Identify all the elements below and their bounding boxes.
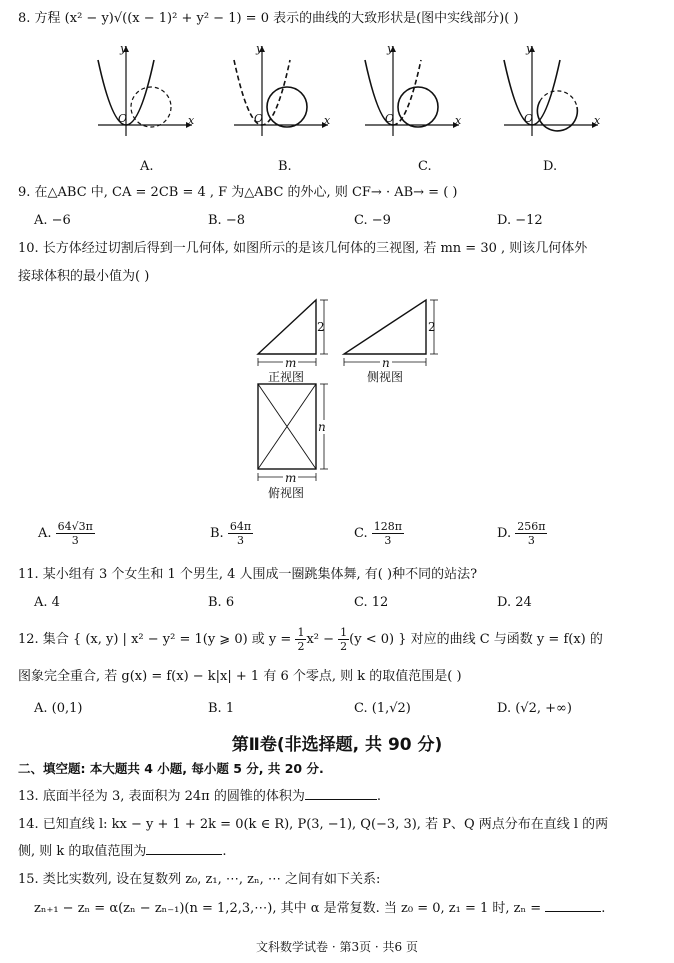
q8-axis-y-d: y bbox=[526, 42, 533, 55]
q10-stem-line2: 接球体积的最小值为( ) bbox=[18, 269, 150, 284]
q10-three-view-figure bbox=[250, 292, 450, 506]
page-footer: 文科数学试卷 · 第3页 · 共6 页 bbox=[256, 940, 418, 954]
q10-option-b: B. $\frac{64\pi}{3}$ bbox=[210, 520, 252, 547]
q10-side-n-label: n bbox=[382, 356, 390, 370]
q10-option-a: A. $\frac{64√3\pi}{3}$ bbox=[38, 520, 93, 547]
q8-graph-b bbox=[224, 40, 334, 144]
q8-graph-a bbox=[88, 40, 198, 144]
q10-side-height-label: 2 bbox=[428, 320, 436, 334]
q10-front-view-caption: 正视图 bbox=[268, 370, 305, 384]
q12-option-a: A. (0,1) bbox=[34, 701, 83, 716]
q8-option-d: D. bbox=[543, 159, 558, 174]
q8-axis-x-b: x bbox=[324, 114, 331, 127]
q14-line1: 14. 已知直线 l: kx − y + 1 + 2k = 0(k ∈ R), P(3, −1), Q(−3, 3), 若 P、Q 两点分布在直线 l 的两 bbox=[18, 817, 609, 832]
q9-option-d: D. −12 bbox=[497, 213, 543, 228]
q10-option-d: D. $\frac{256\pi}{3}$ bbox=[497, 520, 546, 547]
q8-origin-c: O bbox=[385, 112, 395, 125]
q8-option-b: B. bbox=[278, 159, 292, 174]
q12-stem-line2: 图象完全重合, 若 g(x) = f(x) − k|x| + 1 有 6 个零点, 则 k 的取值范围是( ) bbox=[18, 669, 462, 684]
q15-line2: zₙ₊₁ − zₙ = α(zₙ − zₙ₋₁)(n = 1,2,3,⋯), 其中 α 是常复数. 当 z₀ = 0, z₁ = 1 时, zₙ = . bbox=[34, 901, 606, 916]
q8-axis-x-d: x bbox=[594, 114, 601, 127]
q13-answer-blank[interactable] bbox=[305, 799, 377, 800]
q9-option-b: B. −8 bbox=[208, 213, 245, 228]
q14-line2: 侧, 则 k 的取值范围为 . bbox=[18, 844, 227, 859]
q8-origin-b: O bbox=[254, 112, 264, 125]
q12-option-b: B. 1 bbox=[208, 701, 235, 716]
q8-stem: 8. 方程 (x² − y)√((x − 1)² + y² − 1) = 0 表示的曲线的大致形状是(图中实线部分)( ) bbox=[18, 11, 519, 26]
q11-option-d: D. 24 bbox=[497, 595, 532, 610]
q13-stem: 13. 底面半径为 3, 表面积为 24π 的圆锥的体积为 . bbox=[18, 789, 381, 804]
q10-top-m-label: m bbox=[285, 471, 297, 485]
q8-origin-d: O bbox=[524, 112, 534, 125]
q10-option-c: C. $\frac{128\pi}{3}$ bbox=[354, 520, 402, 547]
q11-stem: 11. 某小组有 3 个女生和 1 个男生, 4 人围成一圈跳集体舞, 有( )种不同的站法? bbox=[18, 567, 478, 582]
q8-graph-c bbox=[355, 40, 465, 144]
q8-axis-y-a: y bbox=[120, 42, 127, 55]
q11-option-b: B. 6 bbox=[208, 595, 235, 610]
q15-line1: 15. 类比实数列, 设在复数列 z₀, z₁, ⋯, zₙ, ⋯ 之间有如下关系: bbox=[18, 872, 381, 887]
q11-option-c: C. 12 bbox=[354, 595, 389, 610]
q8-option-a: A. bbox=[140, 159, 154, 174]
q9-option-a: A. −6 bbox=[34, 213, 71, 228]
q9-stem: 9. 在△ABC 中, CA = 2CB = 4 , F 为△ABC 的外心, 则 CF→ · AB→ = ( ) bbox=[18, 185, 458, 200]
q12-stem-line1: 12. 集合 { (x, y) | x² − y² = 1(y ⩾ 0) 或 y = $\frac{1}{2}$ x² − $\frac{1}{2}$ (y < 0) } 对应的曲线 C 与函数 y = f(x) 的 bbox=[18, 626, 603, 653]
q10-top-view-caption: 俯视图 bbox=[268, 486, 305, 500]
q8-axis-x-a: x bbox=[188, 114, 195, 127]
q15-answer-blank[interactable] bbox=[545, 911, 601, 912]
q10-front-m-label: m bbox=[285, 356, 297, 370]
q10-side-view-caption: 侧视图 bbox=[367, 370, 404, 384]
q9-option-c: C. −9 bbox=[354, 213, 391, 228]
q8-option-c: C. bbox=[418, 159, 432, 174]
q8-origin-a: O bbox=[118, 112, 128, 125]
section2-title: 第Ⅱ卷(非选择题, 共 90 分) bbox=[231, 735, 443, 755]
q10-top-n-label: n bbox=[318, 420, 326, 434]
q8-axis-x-c: x bbox=[455, 114, 462, 127]
q10-front-height-label: 2 bbox=[317, 320, 325, 334]
q12-option-d: D. (√2, +∞) bbox=[497, 701, 572, 716]
q8-axis-y-c: y bbox=[387, 42, 394, 55]
q8-graph-d bbox=[494, 40, 604, 144]
q8-axis-y-b: y bbox=[256, 42, 263, 55]
section2-heading: 二、填空题: 本大题共 4 小题, 每小题 5 分, 共 20 分. bbox=[18, 761, 324, 776]
q14-answer-blank[interactable] bbox=[146, 854, 222, 855]
q11-option-a: A. 4 bbox=[34, 595, 60, 610]
q12-option-c: C. (1,√2) bbox=[354, 701, 411, 716]
q10-stem-line1: 10. 长方体经过切割后得到一几何体, 如图所示的是该几何体的三视图, 若 mn = 30 , 则该几何体外 bbox=[18, 241, 588, 256]
